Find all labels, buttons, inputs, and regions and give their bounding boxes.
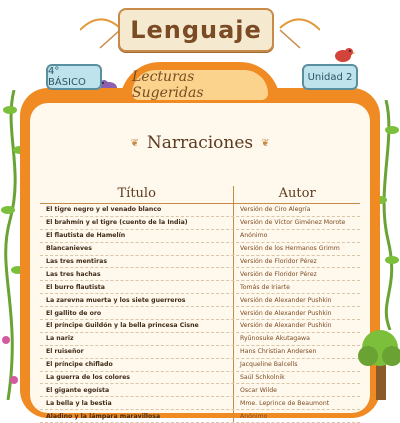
reading-author: Mme. Leprince de Beaumont [240, 399, 330, 407]
readings-table [40, 183, 360, 423]
reading-title: La guerra de los colores [40, 372, 234, 384]
reading-author: Versión de Alexander Pushkin [240, 322, 332, 330]
reading-author: Ryūnosuke Akutagawa [240, 335, 310, 343]
reading-title: La bella y la bestia [40, 397, 234, 409]
unit-label: Unidad 2 [307, 71, 353, 83]
reading-title: El brahmín y el tigre (cuento de la India) [40, 217, 234, 229]
table-body [40, 204, 360, 423]
reading-title: Las tres mentiras [40, 256, 234, 268]
unit-badge [302, 64, 358, 90]
reading-title: El príncipe chiflado [40, 359, 234, 371]
section-title: Narraciones [146, 133, 254, 153]
table-row [40, 384, 360, 397]
table-row [40, 230, 360, 243]
column-header-title: Título [40, 186, 234, 203]
table-header [40, 183, 360, 204]
table-row [40, 217, 360, 230]
table-row [40, 268, 360, 281]
table-row [40, 333, 360, 346]
reading-title: La nariz [40, 333, 234, 345]
reading-author: Hans Christian Andersen [240, 348, 317, 356]
reading-title: El flautista de Hamelín [40, 230, 234, 242]
reading-title: El gigante egoísta [40, 384, 234, 396]
column-header-author: Autor [278, 186, 316, 201]
grade-badge [46, 64, 102, 90]
subtitle-banner [132, 70, 268, 100]
grade-label: 4° BÁSICO [48, 66, 86, 88]
subtitle: Lecturas Sugeridas [132, 69, 204, 101]
reading-author: Tomás de Iriarte [240, 283, 290, 291]
reading-title: El tigre negro y el venado blanco [40, 204, 234, 216]
reading-title: El burro flautista [40, 281, 234, 293]
table-row [40, 204, 360, 217]
table-row [40, 359, 360, 372]
reading-title: El ruiseñor [40, 346, 234, 358]
reading-author: Versión de Alexander Pushkin [240, 309, 332, 317]
reading-title: Aladino y la lámpara maravillosa [40, 410, 234, 422]
bird-icon-right [333, 46, 355, 64]
table-row [40, 294, 360, 307]
ornament-icon: ❦ [261, 137, 270, 149]
reading-title: La zarevna muerta y los siete guerreros [40, 294, 234, 306]
content-paper [30, 103, 370, 420]
tree-decoration [356, 318, 400, 400]
table-row [40, 320, 360, 333]
table-row [40, 346, 360, 359]
reading-title: El príncipe Guildón y la bella princesa Cisne [40, 320, 234, 332]
reading-author: Anónimo [240, 232, 268, 240]
reading-author: Versión de Floridor Pérez [240, 270, 317, 278]
reading-author: Saúl Schkolnik [240, 374, 285, 382]
section-heading [30, 133, 370, 153]
reading-author: Versión de los Hermanos Grimm [240, 245, 340, 253]
reading-author: Versión de Ciro Alegría [240, 206, 311, 214]
reading-title: El gallito de oro [40, 307, 234, 319]
table-row [40, 372, 360, 385]
reading-title: Blancanieves [40, 243, 234, 255]
reading-author: Oscar Wilde [240, 386, 277, 394]
page-title: Lenguaje [130, 16, 262, 44]
table-row [40, 256, 360, 269]
table-row [40, 281, 360, 294]
table-row [40, 397, 360, 410]
table-row [40, 410, 360, 423]
reading-author: Versión de Víctor Giménez Morote [240, 219, 346, 227]
ornament-icon: ❦ [130, 137, 139, 149]
reading-author: Versión de Floridor Pérez [240, 258, 317, 265]
table-row [40, 243, 360, 256]
reading-title: Las tres hachas [40, 268, 234, 280]
title-sign [118, 8, 274, 52]
reading-author: Jacqueline Balcells [240, 361, 298, 369]
reading-author: Versión de Alexander Pushkin [240, 296, 332, 304]
table-row [40, 307, 360, 320]
reading-author: Anónimo [240, 412, 268, 420]
